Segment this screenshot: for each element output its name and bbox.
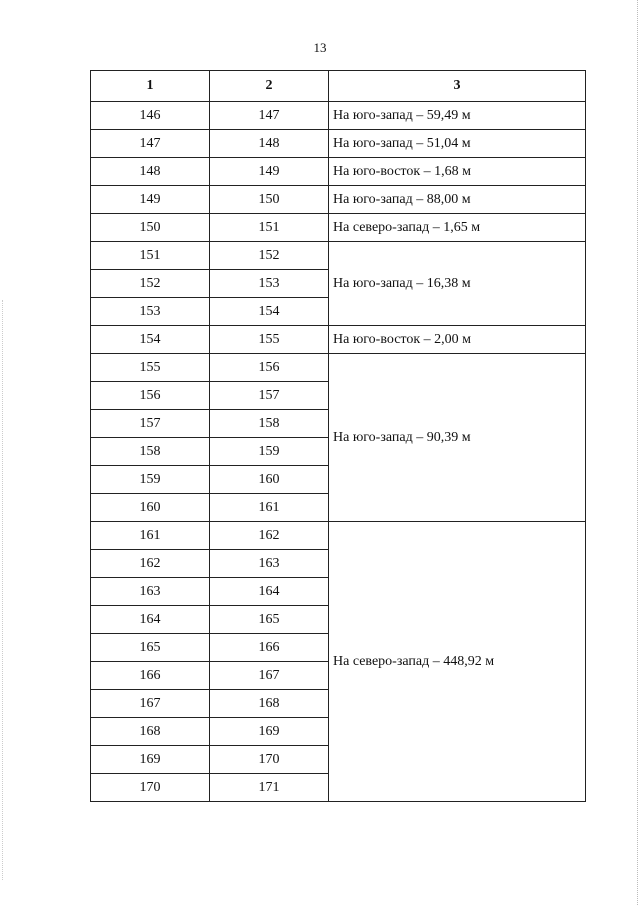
point-from-cell: 147 <box>91 130 210 158</box>
page-number: 13 <box>313 40 327 55</box>
direction-distance-cell: На юго-запад – 59,49 м <box>329 102 586 130</box>
column-header-2: 2 <box>210 71 329 102</box>
point-from-cell: 165 <box>91 634 210 662</box>
point-to-cell: 148 <box>210 130 329 158</box>
point-to-cell: 162 <box>210 522 329 550</box>
point-from-cell: 152 <box>91 270 210 298</box>
direction-distance-cell: На юго-запад – 90,39 м <box>329 354 586 522</box>
point-from-cell: 170 <box>91 774 210 802</box>
point-to-cell: 166 <box>210 634 329 662</box>
point-from-cell: 166 <box>91 662 210 690</box>
direction-distance-cell: На юго-восток – 2,00 м <box>329 326 586 354</box>
point-from-cell: 149 <box>91 186 210 214</box>
point-to-cell: 171 <box>210 774 329 802</box>
column-header-3: 3 <box>329 71 586 102</box>
point-to-cell: 157 <box>210 382 329 410</box>
table-header-row <box>91 71 586 102</box>
point-to-cell: 160 <box>210 466 329 494</box>
point-from-cell: 167 <box>91 690 210 718</box>
point-from-cell: 169 <box>91 746 210 774</box>
point-from-cell: 146 <box>91 102 210 130</box>
point-to-cell: 150 <box>210 186 329 214</box>
point-to-cell: 161 <box>210 494 329 522</box>
direction-distance-cell: На северо-запад – 1,65 м <box>329 214 586 242</box>
boundary-table <box>90 70 586 802</box>
table-row <box>91 186 586 214</box>
table-row <box>91 102 586 130</box>
point-from-cell: 162 <box>91 550 210 578</box>
table-row <box>91 354 586 382</box>
point-to-cell: 170 <box>210 746 329 774</box>
point-from-cell: 158 <box>91 438 210 466</box>
point-to-cell: 153 <box>210 270 329 298</box>
point-from-cell: 154 <box>91 326 210 354</box>
point-from-cell: 161 <box>91 522 210 550</box>
point-from-cell: 156 <box>91 382 210 410</box>
direction-distance-cell: На юго-запад – 51,04 м <box>329 130 586 158</box>
point-from-cell: 160 <box>91 494 210 522</box>
point-from-cell: 159 <box>91 466 210 494</box>
point-to-cell: 147 <box>210 102 329 130</box>
point-to-cell: 152 <box>210 242 329 270</box>
point-to-cell: 158 <box>210 410 329 438</box>
point-to-cell: 164 <box>210 578 329 606</box>
point-to-cell: 165 <box>210 606 329 634</box>
point-from-cell: 164 <box>91 606 210 634</box>
table-row <box>91 214 586 242</box>
scan-edge-right <box>635 0 638 905</box>
point-from-cell: 148 <box>91 158 210 186</box>
point-to-cell: 155 <box>210 326 329 354</box>
table-row <box>91 522 586 550</box>
point-from-cell: 157 <box>91 410 210 438</box>
point-to-cell: 154 <box>210 298 329 326</box>
point-from-cell: 150 <box>91 214 210 242</box>
point-to-cell: 159 <box>210 438 329 466</box>
column-header-1: 1 <box>91 71 210 102</box>
direction-distance-cell: На юго-запад – 88,00 м <box>329 186 586 214</box>
direction-distance-cell: На северо-запад – 448,92 м <box>329 522 586 802</box>
scan-edge-left <box>2 300 5 880</box>
point-to-cell: 167 <box>210 662 329 690</box>
point-from-cell: 153 <box>91 298 210 326</box>
table-row <box>91 158 586 186</box>
direction-distance-cell: На юго-запад – 16,38 м <box>329 242 586 326</box>
point-from-cell: 163 <box>91 578 210 606</box>
point-to-cell: 169 <box>210 718 329 746</box>
point-from-cell: 168 <box>91 718 210 746</box>
table-body <box>91 102 586 802</box>
point-to-cell: 168 <box>210 690 329 718</box>
point-from-cell: 151 <box>91 242 210 270</box>
direction-distance-cell: На юго-восток – 1,68 м <box>329 158 586 186</box>
table-row <box>91 130 586 158</box>
point-to-cell: 156 <box>210 354 329 382</box>
point-to-cell: 163 <box>210 550 329 578</box>
point-from-cell: 155 <box>91 354 210 382</box>
table-row <box>91 326 586 354</box>
point-to-cell: 149 <box>210 158 329 186</box>
point-to-cell: 151 <box>210 214 329 242</box>
table-row <box>91 242 586 270</box>
